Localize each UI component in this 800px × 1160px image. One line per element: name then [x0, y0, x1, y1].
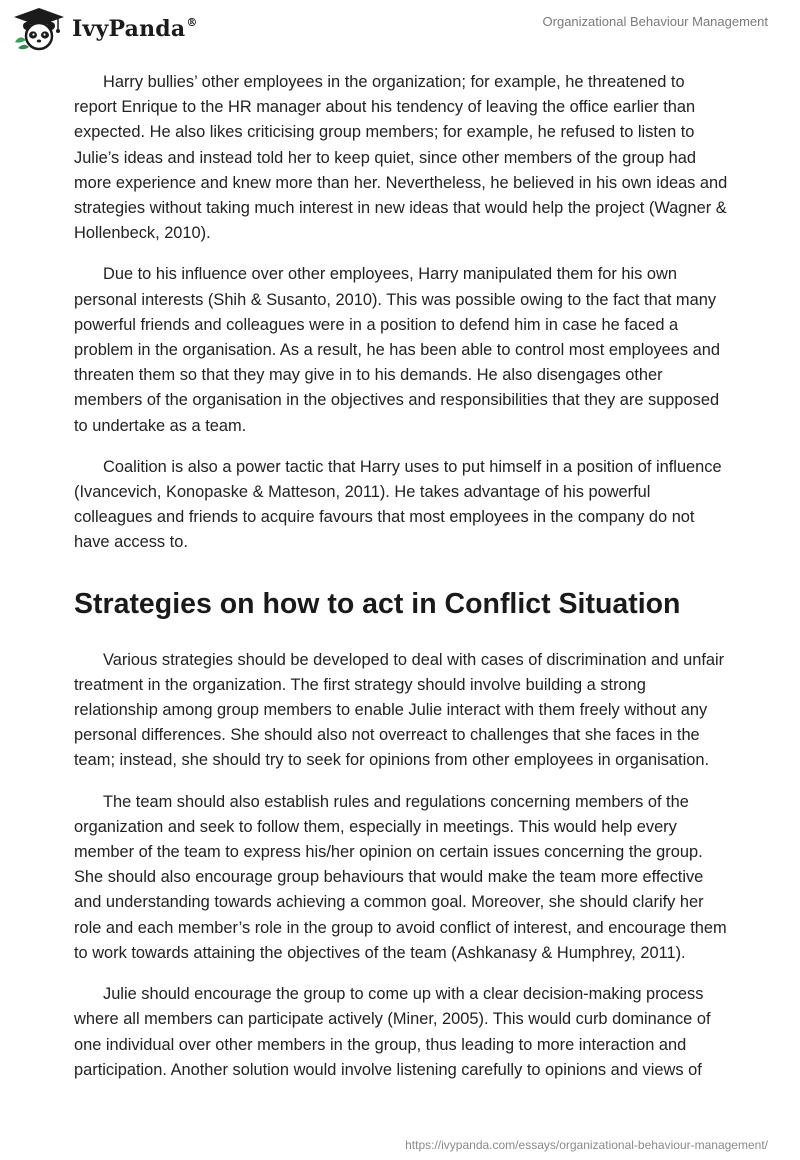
paragraph: The team should also establish rules and regulations concerning members of the organization and seek to follow them, especially in meetings. This would help every member of the team to express his/her opinion on certain issues concerning the group. She should also encourage group behaviours that would make the team more effective and understanding towards achieving a common goal. Moreover, she should clarify her role and each member’s role in the group to avoid conflict of interest, and encourage them to work towards attaining the objectives of the team (Ashkanasy & Humphrey, 2011).	[74, 792, 727, 962]
document-title: Organizational Behaviour Management	[542, 14, 768, 29]
page-header	[0, 0, 800, 60]
paragraph: Coalition is also a power tactic that Harry uses to put himself in a position of influence (Ivancevich, Konopaske & Matteson, 2011). He takes advantage of his powerful colleagues and friends to acquire favours that most employees in the company do not have access to.	[74, 457, 722, 552]
essay-content	[74, 70, 730, 1099]
brand-name: IvyPanda®	[72, 16, 198, 42]
panda-graduate-icon	[12, 6, 66, 52]
paragraph: Julie should encourage the group to come up with a clear decision-making process where all members can participate actively (Miner, 2005). This would curb dominance of one individual over other members in the group, thus leading to more interaction and participation. Another solution would involve listening carefully to opinions and views of	[74, 985, 711, 1079]
paragraph: Various strategies should be developed to deal with cases of discrimination and unfair treatment in the organization. The first strategy should involve building a strong relationship among group members to enable Julie interact with them freely without any personal differences. She should also not overreact to challenges that she faces in the team; instead, she should try to seek for opinions from other employees in organisation.	[74, 650, 725, 770]
registered-mark: ®	[186, 16, 198, 29]
source-url[interactable]: https://ivypanda.com/essays/organizational-behaviour-management/	[405, 1138, 768, 1152]
ivypanda-logo[interactable]	[12, 6, 198, 52]
section-heading: Strategies on how to act in Conflict Situation	[74, 587, 681, 620]
paragraph: Harry bullies’ other employees in the organization; for example, he threatened to report Enrique to the HR manager about his tendency of leaving the office earlier than expected. He also likes criticising group members; for example, he refused to listen to Julie’s ideas and instead told her to keep quiet, since other members of the group had more experience and knew more than her. Nevertheless, he believed in his own ideas and strategies without taking much interest in new ideas that would help the project (Wagner & Hollenbeck, 2010).	[74, 73, 728, 243]
paragraph: Due to his influence over other employees, Harry manipulated them for his own personal interests (Shih & Susanto, 2010). This was possible owing to the fact that many powerful friends and colleagues were in a position to defend him in case he faced a problem in the organisation. As a result, he has been able to control most employees and threaten them so that they may give in to his demands. He also disengages other members of the organisation in the objectives and responsibilities that they are supposed to undertake as a team.	[74, 265, 720, 435]
